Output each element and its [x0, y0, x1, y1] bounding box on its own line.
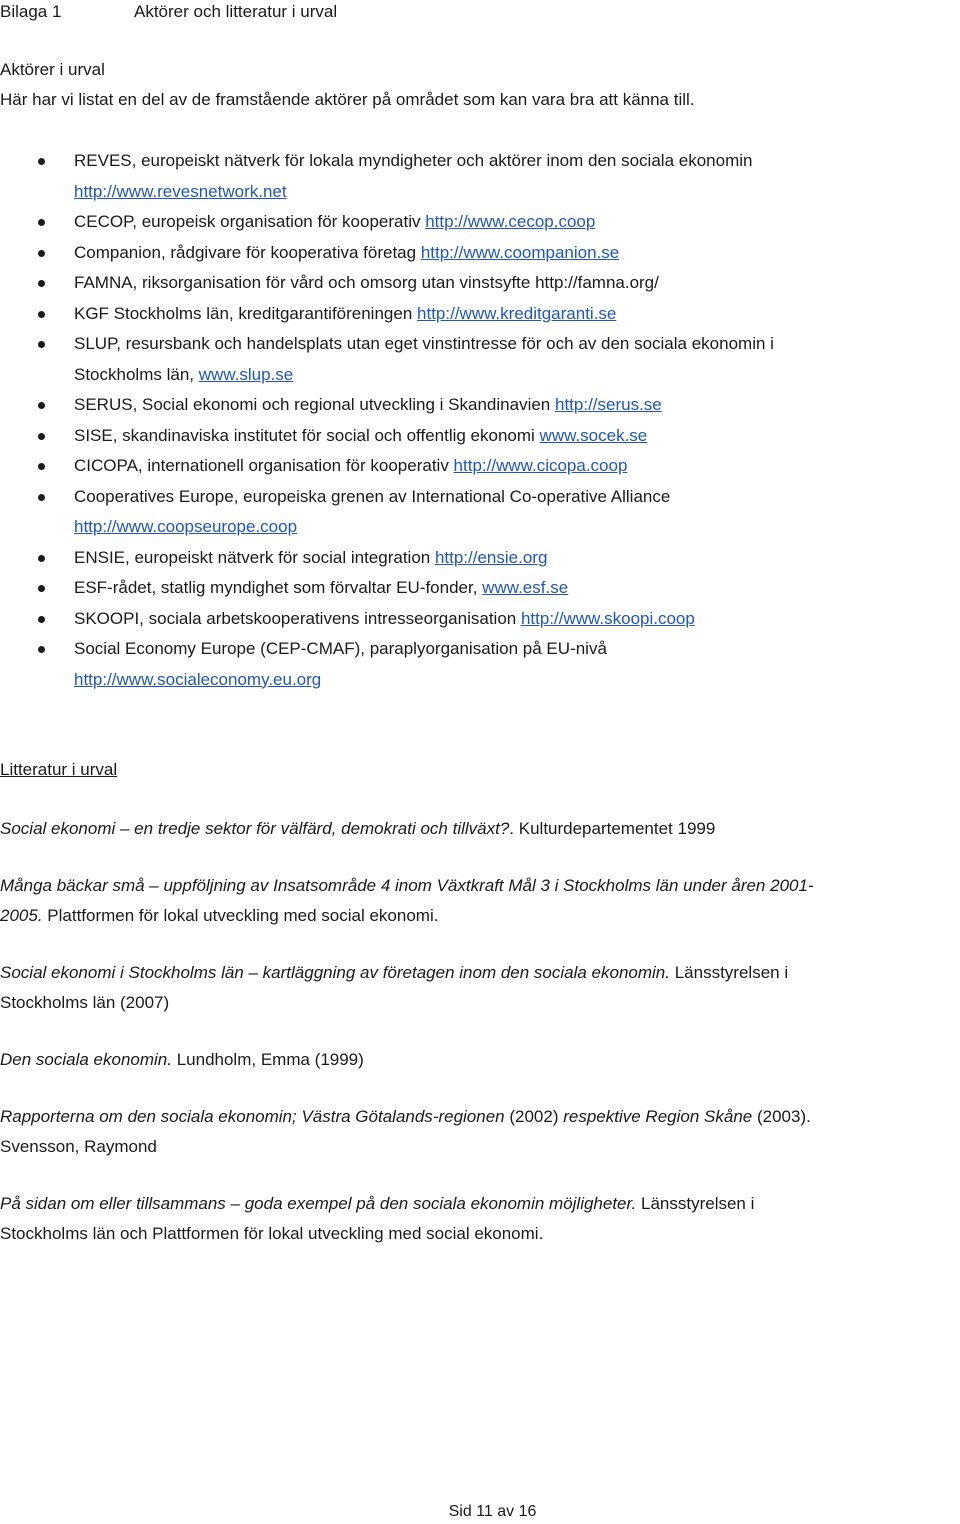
appendix-label: Bilaga 1 — [0, 2, 62, 21]
actor-line — [74, 207, 960, 238]
actor-item — [0, 573, 960, 604]
actor-item — [0, 146, 960, 207]
actor-description: SKOOPI, sociala arbetskooperativens intresseorganisation — [74, 608, 521, 628]
actor-description: SERUS, Social ekonomi och regional utveckling i Skandinavien — [74, 395, 555, 414]
reference-title: Social ekonomi – en tredje sektor för välfärd, demokrati och tillväxt? — [0, 819, 510, 838]
bullet-icon — [38, 463, 45, 470]
literature-reference — [0, 871, 960, 931]
actor-list — [0, 146, 960, 695]
actor-link[interactable]: http://www.socialeconomy.eu.org — [74, 669, 322, 689]
actor-link[interactable]: http://ensie.org — [434, 547, 548, 567]
actor-item — [0, 543, 960, 574]
reference-line — [0, 901, 960, 931]
actor-line — [74, 177, 960, 208]
actor-item — [0, 390, 960, 421]
literature-reference — [0, 1045, 960, 1075]
actor-link[interactable]: http://serus.se — [554, 395, 662, 414]
actors-intro: Här har vi listat en del av de framstående aktörer på området som kan vara bra att känna till. — [0, 90, 695, 109]
reference-title: respektive Region Skåne — [563, 1107, 753, 1126]
actor-line — [74, 146, 960, 177]
actor-link[interactable]: http://www.coopseurope.coop — [74, 517, 298, 536]
actor-description: KGF Stockholms län, kreditgarantiföreningen — [74, 303, 418, 323]
reference-line — [0, 1102, 960, 1132]
bullet-icon — [38, 158, 45, 165]
actor-description: ENSIE, europeiskt nätverk för social integration — [74, 547, 435, 567]
actor-link[interactable]: http://www.coompanion.se — [420, 242, 620, 262]
actor-line — [74, 482, 960, 513]
actor-link[interactable]: http://www.skoopi.coop — [520, 608, 695, 628]
reference-line — [0, 1045, 960, 1075]
literature-heading: Litteratur i urval — [0, 760, 118, 779]
actor-description: Social Economy Europe (CEP-CMAF), paraplyorganisation på EU-nivå — [74, 639, 607, 658]
reference-line — [0, 958, 960, 988]
literature-list — [0, 814, 960, 1276]
reference-detail: Plattformen för lokal utveckling med social ekonomi. — [42, 906, 439, 925]
actor-item — [0, 634, 960, 695]
actor-item — [0, 207, 960, 238]
reference-title: Social ekonomi i Stockholms län – kartläggning av företagen inom den sociala ekonomin. — [0, 963, 670, 982]
actor-description: Companion, rådgivare för kooperativa företag — [74, 242, 421, 262]
actor-item — [0, 329, 960, 390]
actor-description: Cooperatives Europe, europeiska grenen av International Co-operative Alliance — [74, 486, 671, 506]
page-number: Sid 11 av 16 — [448, 1503, 537, 1520]
reference-detail: Stockholms län och Plattformen för lokal utveckling med social ekonomi. — [0, 1224, 544, 1243]
reference-title: Många bäckar små – uppföljning av Insatsområde 4 inom Växtkraft Mål 3 i Stockholms län under åren 2001- — [0, 876, 814, 895]
reference-detail: (2003). — [752, 1107, 811, 1126]
actor-description: ESF-rådet, statlig myndighet som förvaltar EU-fonder, — [74, 578, 483, 597]
appendix-title: Aktörer och litteratur i urval — [134, 2, 338, 21]
bullet-icon — [38, 555, 45, 562]
bullet-icon — [38, 250, 45, 257]
actor-line — [74, 421, 960, 452]
literature-reference — [0, 1102, 960, 1162]
reference-detail: Länsstyrelsen i — [670, 963, 789, 982]
reference-title: Rapporterna om den sociala ekonomin; Västra Götalands-regionen — [0, 1107, 505, 1126]
reference-title: På sidan om eller tillsammans – goda exempel på den sociala ekonomin möjligheter. — [0, 1194, 637, 1213]
reference-line — [0, 988, 960, 1018]
actor-description: Stockholms län, — [74, 364, 199, 384]
actor-line — [74, 543, 960, 574]
reference-line — [0, 1132, 960, 1162]
reference-line — [0, 1189, 960, 1219]
actor-line — [74, 360, 960, 391]
reference-detail: . Kulturdepartementet 1999 — [509, 819, 716, 838]
actor-link[interactable]: http://www.kreditgaranti.se — [417, 303, 617, 323]
bullet-icon — [38, 433, 45, 440]
reference-line — [0, 1219, 960, 1249]
actor-description: SLUP, resursbank och handelsplats utan eget vinstintresse för och av den sociala ekonomin i — [74, 334, 774, 353]
bullet-icon — [38, 311, 45, 318]
literature-reference — [0, 1189, 960, 1249]
actor-description: SISE, skandinaviska institutet för social och offentlig ekonomi — [74, 425, 540, 445]
actor-link[interactable]: www.socek.se — [539, 425, 648, 445]
actors-heading: Aktörer i urval — [0, 60, 105, 79]
actor-line — [74, 268, 960, 299]
actor-link[interactable]: http://www.cecop.coop — [425, 212, 596, 231]
actor-description: CECOP, europeisk organisation för kooperativ — [74, 212, 426, 231]
literature-reference — [0, 814, 960, 844]
reference-line — [0, 871, 960, 901]
actor-line — [74, 238, 960, 269]
actor-line — [74, 512, 960, 543]
bullet-icon — [38, 585, 45, 592]
reference-detail: Lundholm, Emma (1999) — [171, 1050, 364, 1069]
actor-link[interactable]: www.slup.se — [198, 364, 294, 384]
reference-title: 2005. — [0, 906, 43, 925]
actor-description: REVES, europeiskt nätverk för lokala myndigheter och aktörer inom den sociala ekonomin — [74, 151, 753, 170]
reference-detail: Svensson, Raymond — [0, 1137, 157, 1156]
actor-line — [74, 299, 960, 330]
bullet-icon — [38, 646, 45, 653]
actor-description: CICOPA, internationell organisation för kooperativ — [74, 456, 454, 475]
literature-reference — [0, 958, 960, 1018]
actor-link[interactable]: http://www.revesnetwork.net — [74, 181, 287, 201]
actor-link[interactable]: www.esf.se — [482, 578, 569, 597]
actor-item — [0, 421, 960, 452]
actor-line — [74, 329, 960, 360]
actor-line — [74, 604, 960, 635]
reference-detail: (2002) — [504, 1107, 564, 1126]
actor-item — [0, 299, 960, 330]
actor-item — [0, 604, 960, 635]
bullet-icon — [38, 402, 45, 409]
bullet-icon — [38, 341, 45, 348]
reference-detail: Stockholms län (2007) — [0, 993, 170, 1012]
actor-item — [0, 482, 960, 543]
bullet-icon — [38, 616, 45, 623]
actor-line — [74, 573, 960, 604]
bullet-icon — [38, 494, 45, 501]
actor-item — [0, 451, 960, 482]
actor-line — [74, 634, 960, 665]
actor-description: FAMNA, riksorganisation för vård och omsorg utan vinstsyfte http://famna.org/ — [74, 273, 659, 292]
reference-title: Den sociala ekonomin. — [0, 1050, 172, 1069]
actor-item — [0, 238, 960, 269]
actor-item — [0, 268, 960, 299]
reference-line — [0, 814, 960, 844]
actor-line — [74, 451, 960, 482]
bullet-icon — [38, 219, 45, 226]
reference-detail: Länsstyrelsen i — [636, 1194, 755, 1213]
actor-link[interactable]: http://www.cicopa.coop — [453, 456, 628, 475]
actor-line — [74, 665, 960, 696]
actor-line — [74, 390, 960, 421]
bullet-icon — [38, 280, 45, 287]
